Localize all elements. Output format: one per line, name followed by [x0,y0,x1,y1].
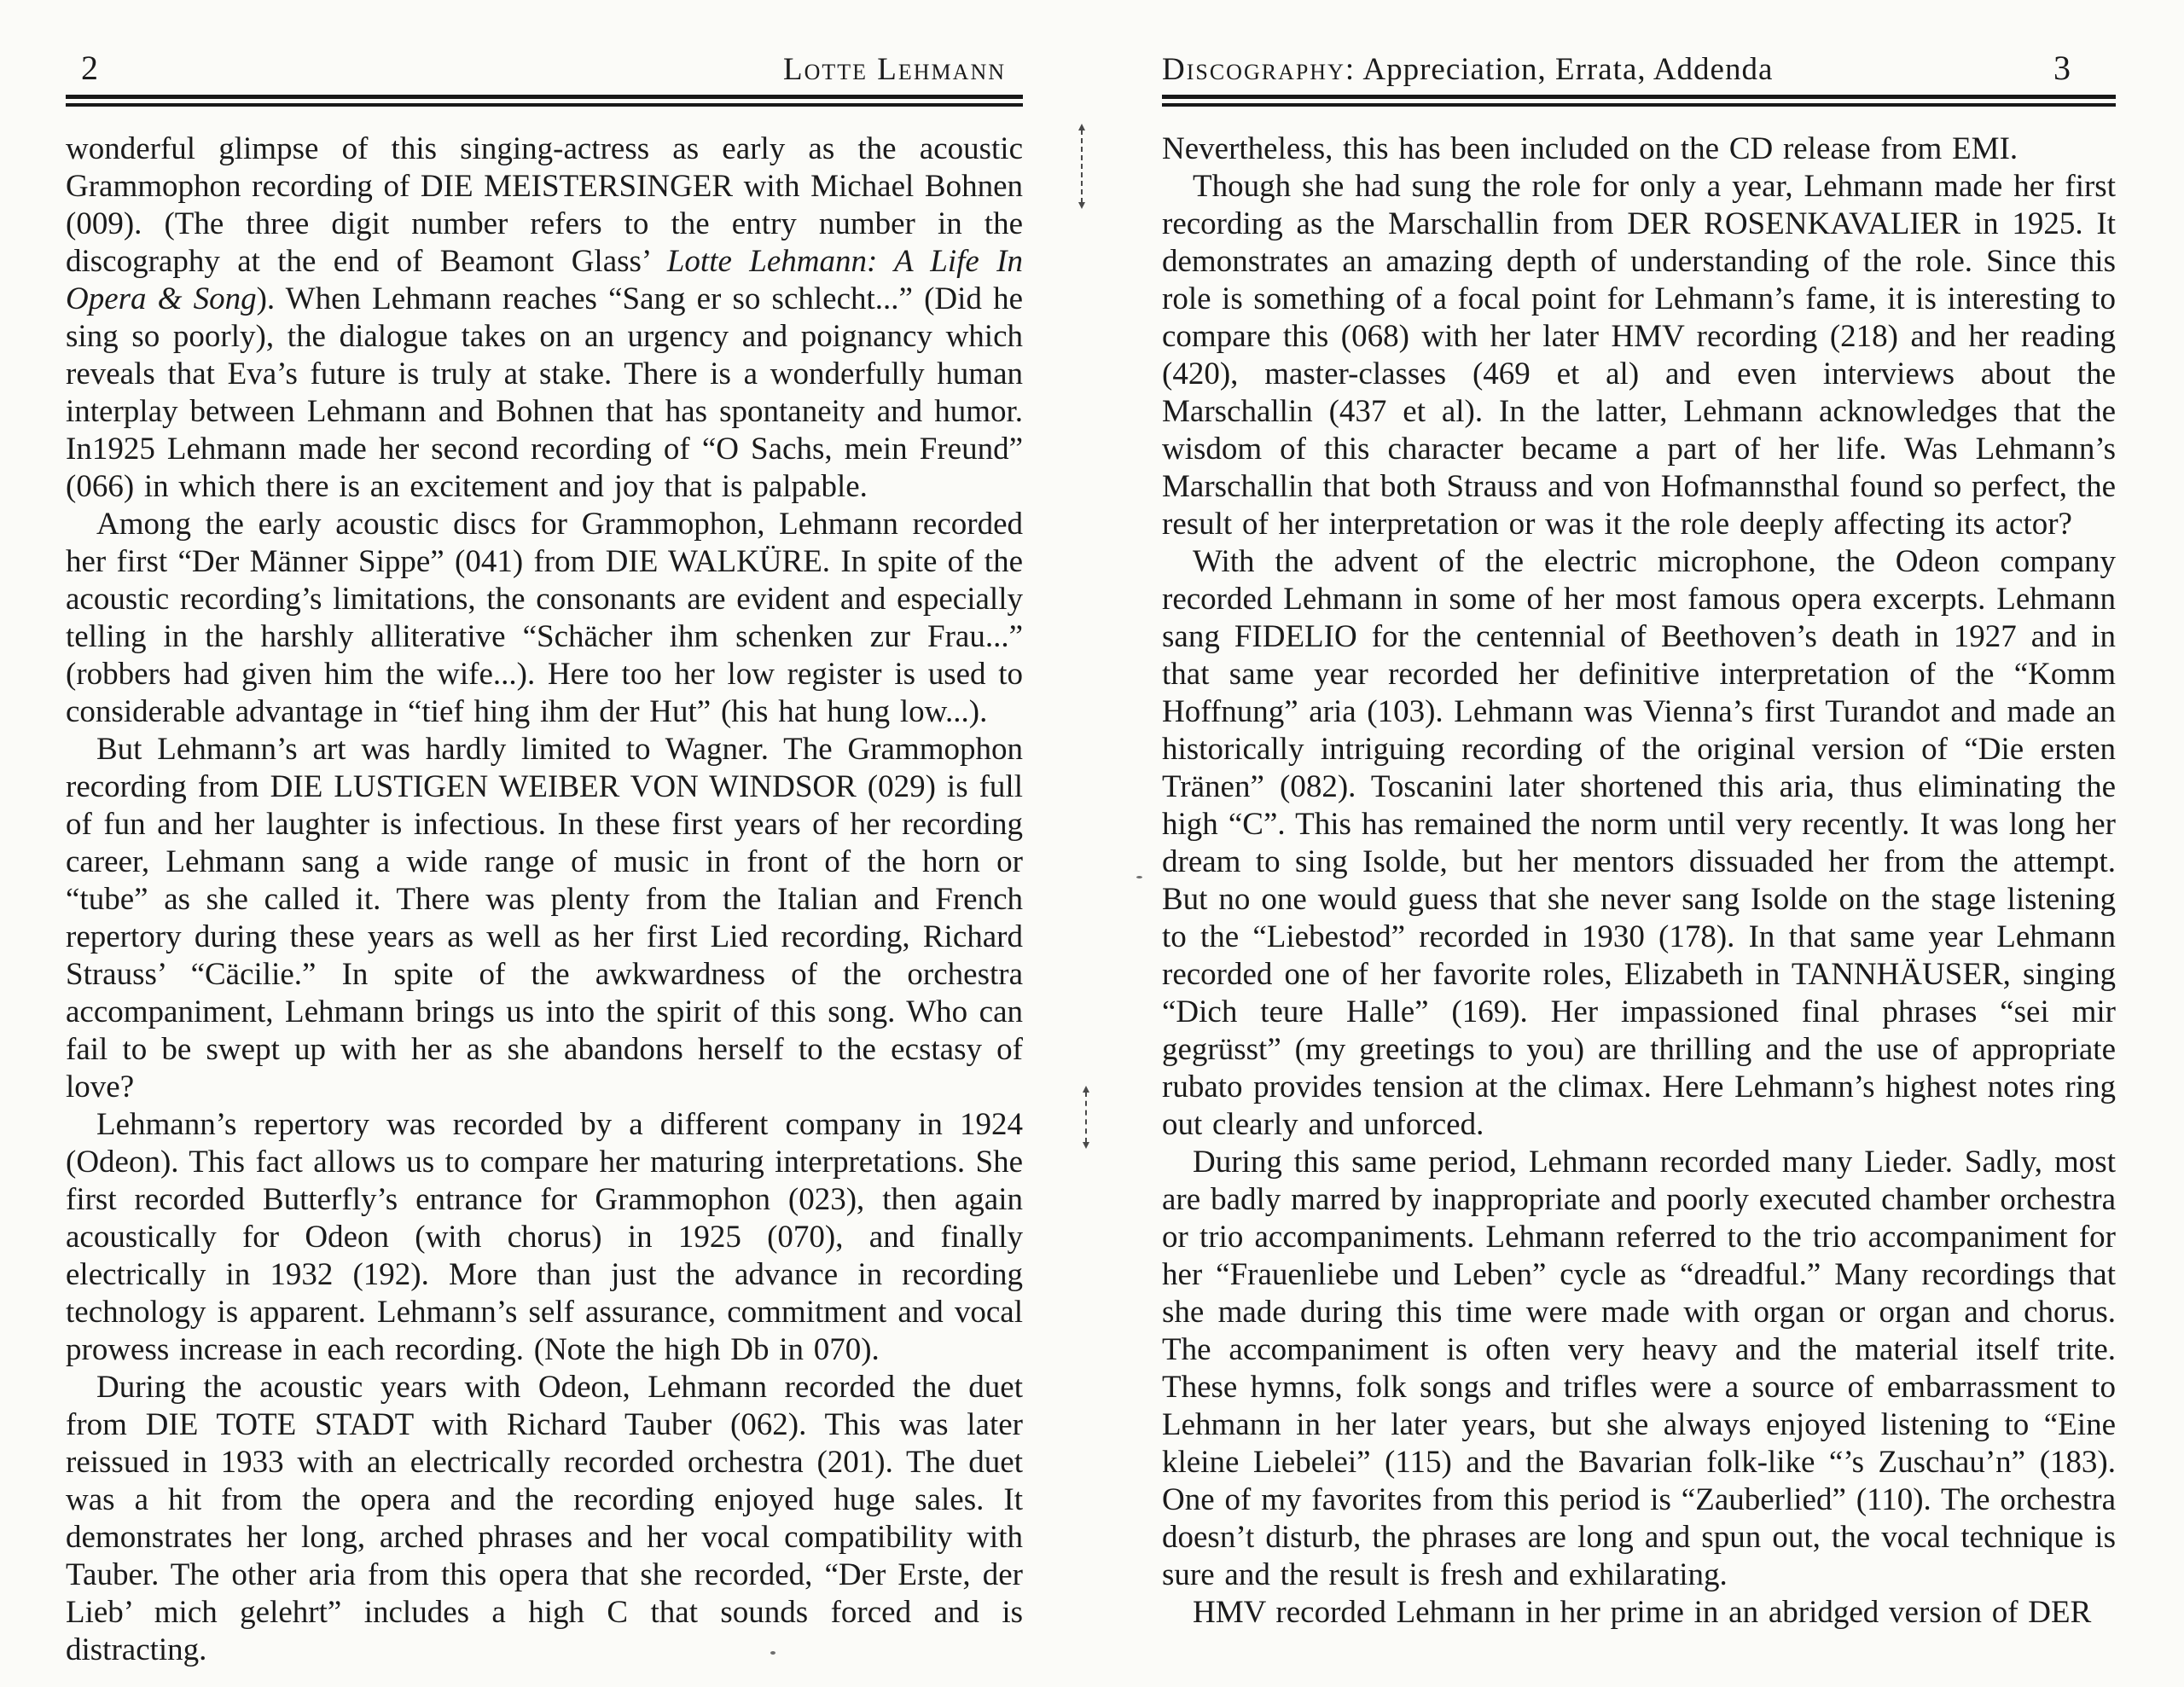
right-page-number: 3 [2053,49,2071,87]
right-page-header [1162,48,2116,88]
paragraph: During the acoustic years with Odeon, Lehmann recorded the duet from DIE TOTE STADT with Richard Tauber (062). This was later reissued in 1933 with an electrically recorded orchestra (201). The duet was a hit from the opera and the recording enjoyed huge sales. It demonstrates her long, arched phrases and her vocal compatibility with Tauber. The other aria from this opera that she recorded, “Der Erste, der Lieb’ mich gelehrt” includes a high C that sounds forced and is distracting. [66,1370,1023,1667]
chapter-header-title: Discography: [1162,52,1356,87]
right-page [1162,0,2116,1632]
scan-artifact [1081,130,1083,203]
left-page [66,0,1023,1669]
paragraph: With the advent of the electric microphone, the Odeon company recorded Lehmann in some of her most famous opera excerpts. Lehmann sang FIDELIO for the centennial of Beethoven’s death in 1927 and in that same year recorded her definitive interpretation of the “Komm Hoffnung” aria (103). Lehmann was Vienna’s first Turandot and made an historically intriguing recording of the original version of “Die ersten Tränen” (082). Toscanini later shortened this aria, thus eliminating the high “C”. This has remained the norm until very recently. It was long her dream to sing Isolde, but her mentors dissuaded her from the attempt. But no one would guess that she never sang Isolde on the stage listening to the “Liebestod” recorded in 1930 (178). In that same year Lehmann recorded one of her favorite roles, Elizabeth in TANNHÄUSER, singing “Dich teure Halle” (169). Her impassioned final phrases “sei mir gegrüsst” (my greetings to you) are thrilling and the use of appropriate rubato provides tension at the climax. Here Lehmann’s highest notes ring out clearly and unforced. [1162,544,2116,1142]
scan-speck [770,1651,775,1655]
header-rule [66,95,1023,107]
chapter-header-subtitle: Appreciation, Errata, Addenda [1356,52,1774,87]
paragraph: But Lehmann’s art was hardly limited to Wagner. The Grammophon recording from DIE LUSTIGEN WEIBER VON WINDSOR (029) is full of fun and her laughter is infectious. In these first years of her recording career, Lehmann sang a wide range of music in front of the horn or “tube” as she called it. There was plenty from the Italian and French repertory during these years as well as her first Lied recording, Richard Strauss’ “Cäcilie.” In spite of the awkwardness of the orchestra accompaniment, Lehmann brings us into the spirit of this song. Who can fail to be swept up with her as she abandons herself to the ecstasy of love? [66,732,1023,1104]
paragraph: Nevertheless, this has been included on the CD release from EMI. [1162,131,2018,166]
paragraph: Though she had sung the role for only a year, Lehmann made her first recording as the Marschallin from DER ROSENKAVALIER in 1925. It demonstrates an amazing depth of understanding of the role. Since this role is something of a focal point for Lehmann’s fame, it is interesting to compare this (068) with her later HMV recording (218) and her reading (420), master-classes (469 et al) and even interviews about the Marschallin (437 et al). In the latter, Lehmann acknowledges that the wisdom of this character became a part of her life. Was Lehmann’s Marschallin that both Strauss and von Hofmannsthal found so perfect, the result of her interpretation or was it the role deeply affecting its actor? [1162,169,2116,542]
left-page-text [66,130,1023,1669]
paragraph: wonderful glimpse of this singing-actress as early as the acoustic Grammophon recording of DIE MEISTERSINGER with Michael Bohnen (009). (The three digit number refers to the entry number in the discography at the end of Beamont Glass’ Lotte Lehmann: A Life In Opera & Song). When Lehmann reaches “Sang er so schlecht...” (Did he sing so poorly), the dialogue takes on an urgency and poignancy which reveals that Eva’s future is truly at stake. There is a wonderfully human interplay between Lehmann and Bohnen that has spontaneity and humor. In1925 Lehmann made her second recording of “O Sachs, mein Freund” (066) in which there is an excitement and joy that is palpable. [66,131,1023,504]
header-rule [1162,95,2116,107]
paragraph: HMV recorded Lehmann in her prime in an abridged version of DER [1193,1595,2092,1630]
scan-artifact [1085,1092,1087,1143]
paragraph: Among the early acoustic discs for Grammophon, Lehmann recorded her first “Der Männer Sippe” (041) from DIE WALKÜRE. In spite of the acoustic recording’s limitations, the consonants are evident and especially telling in the harshly alliterative “Schächer ihm schenken zur Frau...” (robbers had given him the wife...). Here too her low register is used to considerable advantage in “tief hing ihm der Hut” (his hat hung low...). [66,507,1023,729]
left-page-number: 2 [81,49,99,87]
paragraph: During this same period, Lehmann recorded many Lieder. Sadly, most are badly marred by inappropriate and poorly executed chamber orchestra or trio accompaniments. Lehmann referred to the trio accompaniment for her “Frauenliebe und Leben” cycle as “dreadful.” Many recordings that she made during this time were made with organ or organ and chorus. The accompaniment is often very heavy and the material itself trite. These hymns, folk songs and trifles were a source of embarrassment to Lehmann in her later years, but she always enjoyed listening to “Eine kleine Liebelei” (115) and the Bavarian folk-like “’s Zuschau’n” (183). One of my favorites from this period is “Zauberlied” (110). The orchestra doesn’t disturb, the phrases are long and spun out, the vocal technique is sure and the result is fresh and exhilarating. [1162,1145,2116,1592]
chapter-header [1162,51,1773,88]
right-page-text [1162,130,2116,1632]
scan-speck [1136,876,1142,878]
running-header: Lotte Lehmann [783,52,1006,87]
paragraph: Lehmann’s repertory was recorded by a different company in 1924 (Odeon). This fact allows us to compare her maturing interpretations. She first recorded Butterfly’s entrance for Grammophon (023), then again acoustically for Odeon (with chorus) in 1925 (070), and finally electrically in 1932 (192). More than just the advance in recording technology is apparent. Lehmann’s self assurance, commitment and vocal prowess increase in each recording. (Note the high Db in 070). [66,1107,1023,1367]
left-page-header [66,48,1023,88]
